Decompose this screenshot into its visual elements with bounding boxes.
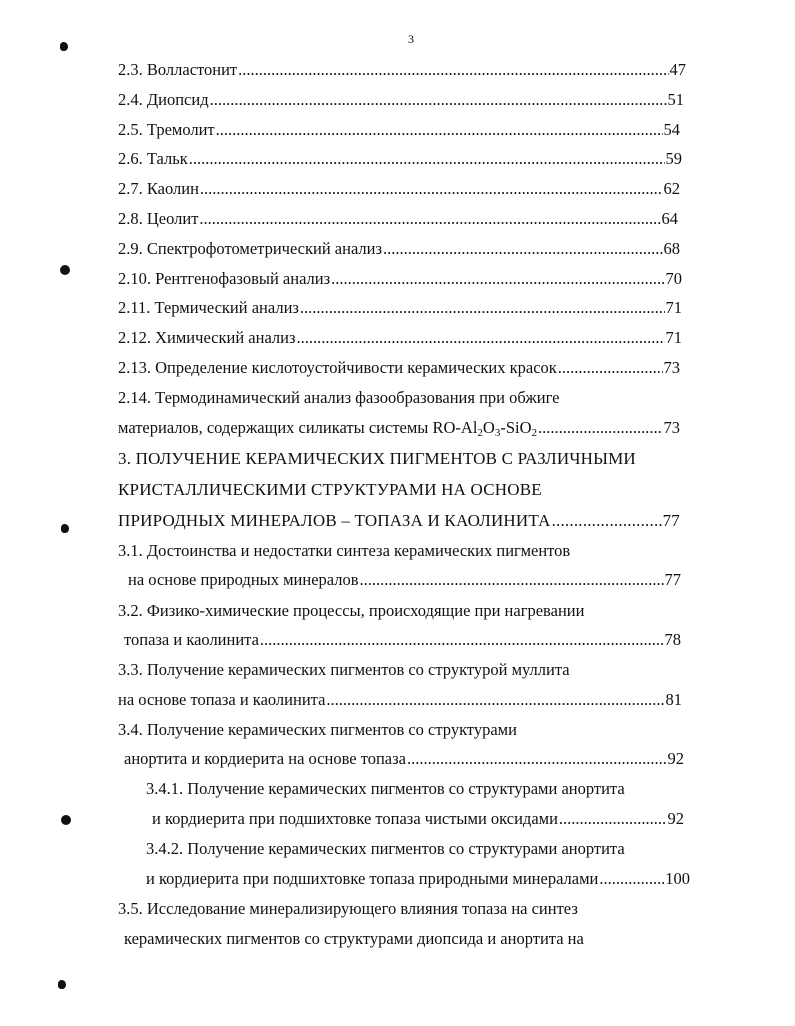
toc-entry-3-1-line1: 3.1. Достоинства и недостатки синтеза керамических пигментов [118, 541, 571, 560]
toc-entry-label: анортита и кордиерита на основе топаза [124, 749, 406, 768]
toc-entry-2-7 [118, 179, 680, 199]
toc-entry-label: 2.4. Диопсид [118, 90, 209, 109]
binding-hole-mark [58, 980, 66, 989]
page-number: 3 [408, 32, 414, 46]
toc-entry-3-4-line1: 3.4. Получение керамических пигментов со структурами [118, 720, 517, 739]
toc-entry-page: 77 [662, 511, 680, 530]
toc-entry-page: 92 [667, 749, 684, 768]
toc-entry-page: 78 [664, 630, 681, 649]
toc-entry-2-6 [118, 149, 682, 169]
toc-leader-dots [216, 120, 663, 140]
toc-entry-page: 81 [665, 690, 682, 709]
toc-entry-label: на основе природных минералов [128, 570, 359, 589]
toc-entry-2-14 [118, 418, 680, 438]
toc-entry-label: топаза и каолинита [124, 630, 259, 649]
toc-entry-2-12 [118, 328, 682, 348]
toc-entry-page: 77 [664, 570, 681, 589]
toc-entry-3-4-1 [152, 809, 684, 829]
toc-leader-dots [200, 179, 663, 199]
chapter-3-heading [118, 511, 680, 531]
toc-leader-dots [407, 749, 667, 769]
toc-leader-dots [360, 570, 664, 590]
toc-entry-page: 73 [663, 358, 680, 377]
toc-entry-page: 64 [661, 209, 678, 228]
toc-entry-label: ПРИРОДНЫХ МИНЕРАЛОВ – ТОПАЗА И КАОЛИНИТА [118, 511, 551, 530]
toc-entry-3-5-line1: 3.5. Исследование минерализирующего влияния топаза на синтез [118, 899, 578, 918]
toc-entry-page: 73 [663, 418, 680, 437]
toc-leader-dots [238, 60, 668, 80]
toc-entry-label: и кордиерита при подшихтовке топаза природными минералами [146, 869, 599, 888]
toc-entry-label: на основе топаза и каолинита [118, 690, 326, 709]
toc-entry-label: и кордиерита при подшихтовке топаза чистыми оксидами [152, 809, 558, 828]
toc-leader-dots [326, 690, 664, 710]
toc-entry-3-4 [124, 749, 684, 769]
toc-entry-page: 70 [665, 269, 682, 288]
toc-entry-2-10 [118, 269, 682, 289]
binding-hole-mark [61, 524, 69, 533]
toc-entry-label: 2.13. Определение кислотоустойчивости керамических красок [118, 358, 557, 377]
toc-entry-label: материалов, содержащих силикаты системы $RO-Al_2O_3-SiO_2$ [118, 418, 538, 439]
toc-entry-2-13 [118, 358, 680, 378]
toc-leader-dots [558, 358, 663, 378]
toc-leader-dots [383, 239, 662, 259]
toc-entry-page: 54 [663, 120, 680, 139]
toc-leader-dots [552, 511, 662, 531]
binding-hole-mark [61, 815, 71, 825]
chapter-3-heading-line2: КРИСТАЛЛИЧЕСКИМИ СТРУКТУРАМИ НА ОСНОВЕ [118, 480, 542, 499]
toc-entry-label: 2.8. Цеолит [118, 209, 199, 228]
toc-entry-3-4-2-line1: 3.4.2. Получение керамических пигментов со структурами анортита [146, 839, 625, 858]
toc-leader-dots [189, 149, 665, 169]
toc-entry-3-2-line1: 3.2. Физико-химические процессы, происходящие при нагревании [118, 601, 585, 620]
toc-entry-label: 2.10. Рентгенофазовый анализ [118, 269, 331, 288]
toc-entry-page: 92 [667, 809, 684, 828]
toc-leader-dots [199, 209, 660, 229]
toc-entry-3-2 [124, 630, 681, 650]
toc-leader-dots [297, 328, 665, 348]
toc-entry-page: 51 [667, 90, 684, 109]
toc-entry-label: 2.7. Каолин [118, 179, 199, 198]
toc-entry-label: 2.3. Волластонит [118, 60, 238, 79]
toc-entry-3-1 [128, 570, 681, 590]
chapter-3-heading-line1: 3. ПОЛУЧЕНИЕ КЕРАМИЧЕСКИХ ПИГМЕНТОВ С РАЗЛИЧНЫМИ [118, 449, 636, 468]
toc-entry-page: 68 [663, 239, 680, 258]
toc-entry-3-3-line1: 3.3. Получение керамических пигментов со структурой муллита [118, 660, 570, 679]
toc-entry-page: 71 [665, 328, 682, 347]
toc-leader-dots [559, 809, 667, 829]
toc-leader-dots [210, 90, 667, 110]
toc-entry-2-3 [118, 60, 686, 80]
toc-entry-label: 2.12. Химический анализ [118, 328, 296, 347]
toc-entry-3-5-line2: керамических пигментов со структурами диопсида и анортита на [124, 929, 584, 948]
toc-leader-dots [260, 630, 664, 650]
toc-entry-3-3 [118, 690, 682, 710]
toc-entry-page: 71 [665, 298, 682, 317]
binding-hole-mark [60, 265, 70, 275]
toc-leader-dots [331, 269, 664, 289]
toc-entry-page: 100 [665, 869, 690, 888]
toc-entry-2-14-line1: 2.14. Термодинамический анализ фазообразования при обжиге [118, 388, 560, 407]
toc-entry-page: 62 [663, 179, 680, 198]
toc-entry-2-4 [118, 90, 684, 110]
toc-entry-3-4-1-line1: 3.4.1. Получение керамических пигментов со структурами анортита [146, 779, 625, 798]
toc-leader-dots [300, 298, 665, 318]
toc-entry-page: 47 [669, 60, 686, 79]
toc-entry-label: 2.9. Спектрофотометрический анализ [118, 239, 383, 258]
binding-hole-mark [60, 42, 68, 51]
toc-leader-dots [538, 418, 662, 438]
toc-entry-label: 2.6. Тальк [118, 149, 188, 168]
toc-entry-3-4-2 [146, 869, 690, 889]
toc-entry-2-5 [118, 120, 680, 140]
toc-entry-label: 2.11. Термический анализ [118, 298, 299, 317]
toc-leader-dots [599, 869, 664, 889]
toc-entry-page: 59 [665, 149, 682, 168]
toc-entry-2-8 [118, 209, 678, 229]
toc-entry-2-11 [118, 298, 682, 318]
toc-entry-label: 2.5. Тремолит [118, 120, 215, 139]
toc-entry-2-9 [118, 239, 680, 259]
